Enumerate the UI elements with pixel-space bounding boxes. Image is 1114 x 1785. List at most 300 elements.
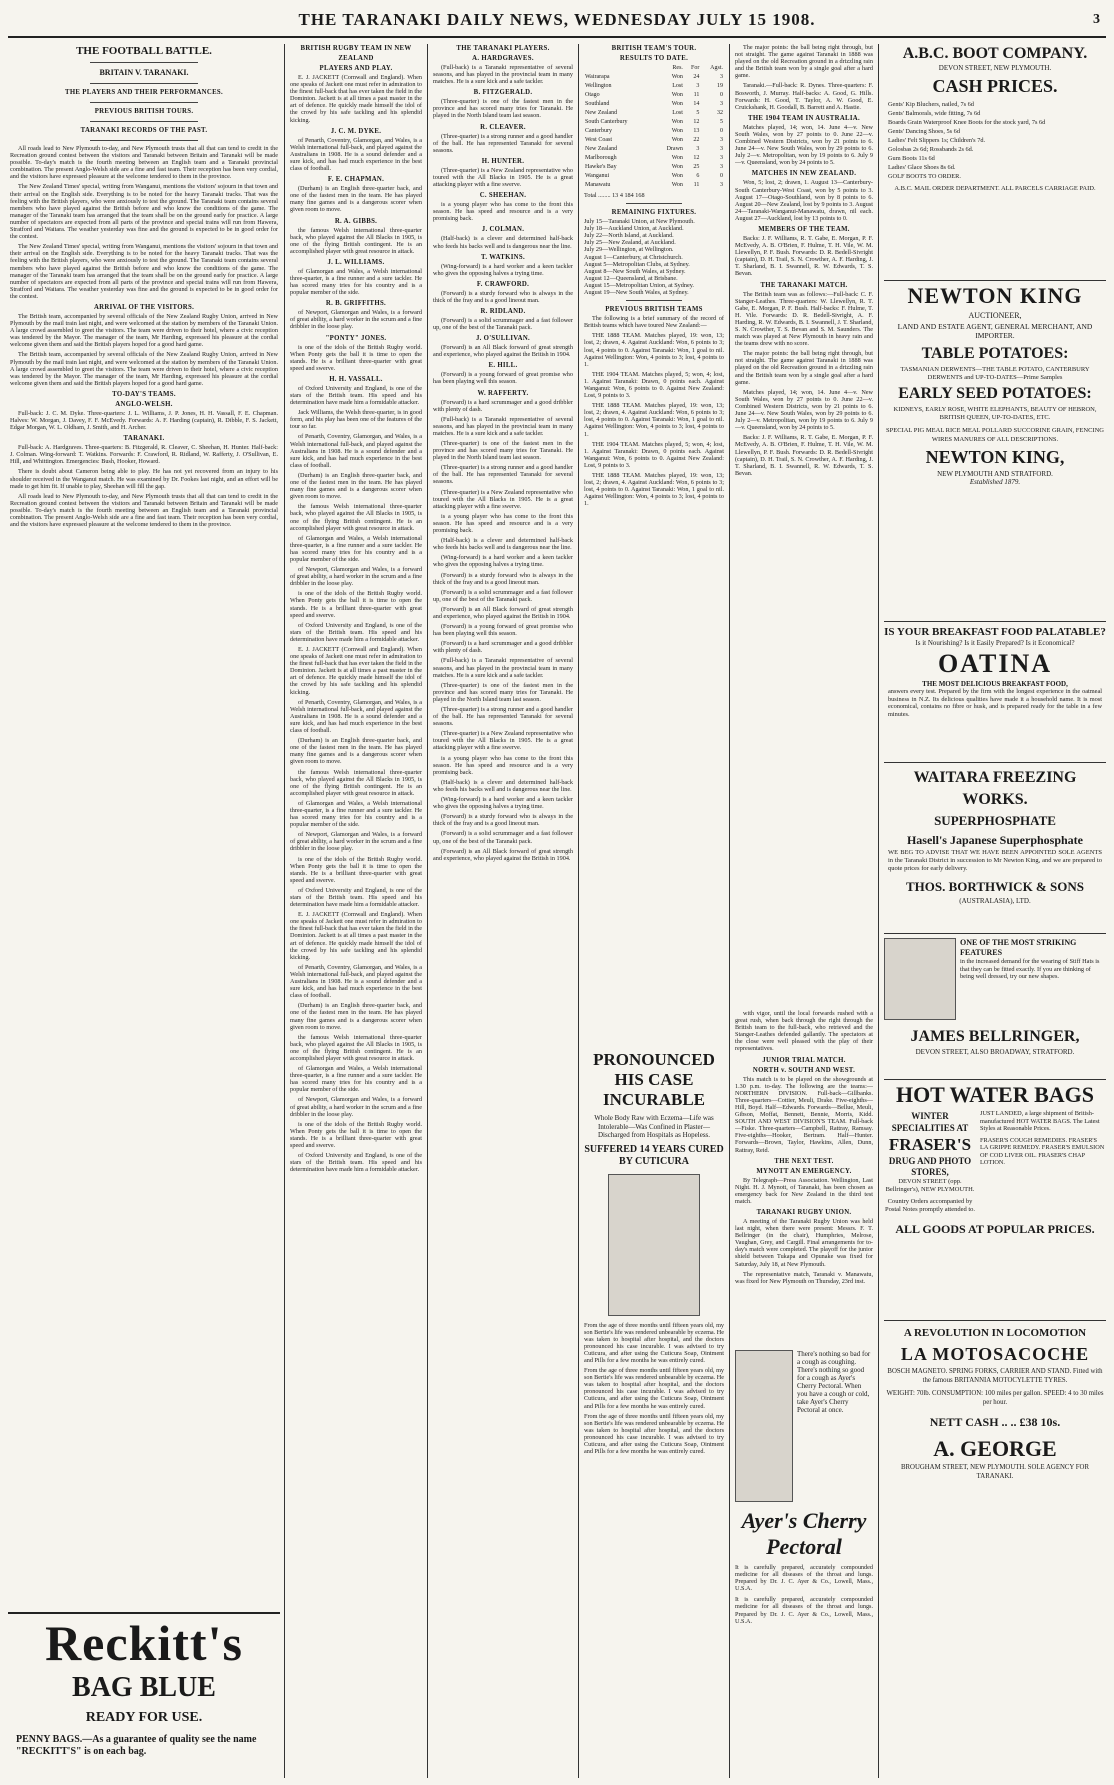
borthwick-title: THOS. BORTHWICK & SONS	[906, 879, 1084, 894]
player-text-repeat: of Newport, Glamorgan and Wales, is a forward of great ability, a hard worker in the scrum and a fine dribbler in the loose play.	[290, 566, 422, 588]
table-cell: Won	[671, 74, 683, 80]
waitara-text: WE BEG TO ADVISE THAT WE HAVE BEEN APPOINTED SOLE AGENTS in the Taranaki District in succession to Mr Newton King, and we are prepared to quote prices for early delivery.	[888, 849, 1102, 872]
player-name: F. E. CHAPMAN.	[327, 176, 385, 184]
superphosphate: SUPERPHOSPHATE	[934, 813, 1056, 828]
newton-king-ad	[884, 281, 1106, 622]
fixtures-heading: REMAINING FIXTURES.	[611, 209, 697, 217]
bellringer-ad	[884, 934, 1106, 1080]
player-text-repeat: (Forward) is a sturdy forward who is always in the thick of the fray and is a good lineout man.	[433, 571, 573, 586]
player-name: "PONTY" JONES.	[325, 334, 387, 342]
table-cell: 25	[693, 164, 700, 170]
table-cell: Hawke's Bay	[585, 164, 617, 170]
fixture-item: July 22—North Island, at Auckland.	[584, 232, 674, 240]
col5-text-repeat: Matches played, 14; won, 14. June 4—v. New South Wales, won by 27 points to 0. June 22—v. Combined Western Districts, won by 21 points to 6. June 24—v. New South Wales, won by 29 points to 6. July 2—v. Metropolitan, won by 19 points to 6. July 9—v. Queensland, won by 24 points to 5.	[735, 388, 873, 432]
seed-list: SPECIAL PIG MEAL RICE MEAL POLLARD SUCCORINE GRAIN, FENCING WIRES MANURES OF ALL DESCRIPTIONS.	[886, 427, 1104, 443]
player-text-repeat: the famous Welsh international three-quarter back, who played against the All Blacks in 1905, is one of the flying British contingent. He is an accomplished player with great resource in attack.	[290, 768, 422, 797]
table-row	[584, 163, 724, 172]
player-text-repeat: of Penarth, Coventry, Glamorgan, and Wales, is a Welsh international full-back, and played against the Australians in 1908. He is a sound defender and a sure kick, and has had much experience in the best class of football.	[290, 963, 422, 1000]
player-text: (Forward) is an All Black forward of great strength and experience, who played against the British in 1904.	[433, 344, 573, 359]
ayers-small-text: It is carefully prepared, accurately compounded medicine for all diseases of the throat and lungs. Prepared by Dr. J. C. Ayer & Co., Lowell, Mass., U.S.A.	[735, 1564, 873, 1593]
player-name: J. L. WILLIAMS.	[327, 258, 385, 266]
masthead-rule	[8, 36, 1106, 38]
next-test-text: By Telegraph—Press Association. Wellington, Last Night. H. J. Mynott, of Taranaki, has been chosen as emergency back for New Zealand in the third test match.	[735, 1176, 873, 1205]
taranaki-players-heading: THE TARANAKI PLAYERS.	[456, 45, 550, 52]
table-cell: Wanganui	[585, 173, 610, 179]
headline-previous-tours: PREVIOUS BRITISH TOURS.	[94, 108, 194, 115]
player-text-repeat: of Glamorgan and Wales, a Welsh international three-quarter, is a fine runner and a sure tackler. He has scored many tries for his country and is a popular member of the side.	[290, 534, 422, 563]
player-text-repeat: is a young player who has come to the front this season. He has speed and resource and is a very promising back.	[433, 754, 573, 776]
oatina-text: answers every test. Prepared by the firm with the longest experience in the oatmeal business in N.Z. Its delicious qualities have made it a household name. It is most economical, contains no fibre or husk, and is prepared ready for the table in a few minutes.	[888, 688, 1102, 718]
table-cell: 5	[720, 119, 723, 125]
table-cell: 3	[720, 101, 723, 107]
fixture-item: August 1—Canterbury, at Christchurch.	[584, 253, 683, 261]
player-text: of Newport, Glamorgan and Wales, is a forward of great ability, a hard worker in the scrum and a fine dribbler in the loose play.	[290, 309, 422, 331]
player-text: (Full-back) is a Taranaki representative of several seasons, and has played in the provincial team in many matches. He is a sure kick and a safe tackler.	[433, 64, 573, 86]
table-cell: 22	[693, 137, 700, 143]
team-1888-repeat: THE 1888 TEAM. Matches played, 19: won, 13; lost, 2; drawn, 4. Against Auckland: Won, 6 points to 3; lost, 4 points to 0. Against Taranaki: Won, 1 goal to nil. Against Wellington: Won, 4 points to 3; lost, 4 points to 1.	[584, 472, 724, 508]
column-rule	[284, 44, 285, 1778]
frasers-hot-water-bags-ad	[884, 1080, 1106, 1321]
team-1904-repeat: THE 1904 TEAM. Matches played, 5; won, 4; lost, 1. Against Taranaki: Drawn, 0 points each. Against Wanganui: Won, 6 points to 0. Against New Zealand: Lost, 9 points to 3.	[584, 440, 724, 469]
table-cell: 12	[693, 119, 700, 125]
table-cell: Marlborough	[585, 155, 617, 161]
price-item: Ladies' Glace Shoes 8s 6d.	[888, 164, 956, 171]
table-cell: South Canterbury	[585, 119, 628, 125]
nk-description: LAND AND ESTATE AGENT, GENERAL MERCHANT, AND IMPORTER.	[897, 322, 1093, 340]
ayers-text: There's nothing so bad for a cough as coughing. There's nothing so good for a cough as Ayer's Cherry Pectoral. When you have a cough or cold, take Ayer's Cherry Pectoral at once.	[797, 1350, 871, 1414]
anglo-welsh-heading: ANGLO-WELSH.	[115, 400, 173, 408]
table-cell: Won	[671, 119, 683, 125]
table-cell: Won	[671, 182, 683, 188]
price-item: GOLF BOOTS TO ORDER.	[888, 173, 961, 180]
ayers-small-text-repeat: It is carefully prepared, accurately compounded medicine for all diseases of the throat and lungs. Prepared by Dr. J. C. Ayer & Co., Lowell, Mass., U.S.A.	[735, 1596, 873, 1625]
player-text-repeat: of Oxford University and England, is one of the stars of the British team. His speed and his determination have made him a formidable attacker.	[290, 886, 422, 909]
player-text-repeat: the famous Welsh international three-quarter back, who played against the All Blacks in 1905, is one of the flying British contingent. He is an accomplished player with great resource in attack.	[290, 503, 422, 532]
table-potatoes: TABLE POTATOES:	[921, 345, 1069, 362]
headline-players: THE PLAYERS AND THEIR PERFORMANCES.	[65, 89, 223, 96]
striking-text: in the increased demand for the wearing of Stiff Hats is that they can be fitted exactly. If you are thinking of being well dressed, try our new shapes.	[960, 958, 1100, 980]
player-name: R. RIDLAND.	[480, 307, 526, 315]
player-text-repeat: of Glamorgan and Wales, a Welsh international three-quarter, is a fine runner and a sure tackler. He has scored many tries for his country and is a popular member of the side.	[290, 1065, 422, 1094]
arrival-heading: ARRIVAL OF THE VISITORS.	[93, 303, 195, 311]
player-text: of Glamorgan and Wales, a Welsh international three-quarter, is a fine runner and a sure tackler. He has scored many tries for his country and is a popular member of the side.	[290, 267, 422, 297]
table-cell: Drawn	[666, 146, 683, 152]
player-text: (Forward) is a sturdy forward who is always in the thick of the fray and is a good lineout man.	[433, 289, 573, 304]
col5-text: Won, 5; lost, 2; drawn, 1. August 13—Canterbury-South Canterbury-West Coast, won by 5 points to 3. August 17—Otago-Southland, won by 8 points to 6. August 20—New Zealand, lost by 9 points to 3. August 24—Taranaki-Wanganui-Manawatu, drawn, nil each. August 27—Auckland, lost by 13 points to 0.	[735, 179, 873, 222]
player-text-repeat: (Forward) is a young forward of great promise who has been playing well this season.	[433, 623, 573, 638]
player-name: C. SHEEHAN.	[479, 192, 527, 200]
col5-text: The major points: the ball being right through, but not straight. The game against Taranaki in 1888 was played on the old Recreation ground in a drizzling rain and the British team won by a single goal after a hard game.	[735, 44, 873, 80]
col-head	[584, 64, 655, 73]
table-cell: Manawatu	[585, 182, 611, 188]
player-text-repeat: is one of the idols of the British Rugby world. When Ponty gets the ball it is time to open the stands. He is a brilliant three-quarter with great speed and swerve.	[290, 590, 422, 619]
column-tail: Jack Williams, the Welsh three-quarter, is in good form, and his play has been one of the features of the tour so far.	[290, 409, 422, 431]
abc-title: A.B.C. BOOT COMPANY.	[902, 45, 1088, 62]
player-name: H. H. VASSALL.	[329, 375, 383, 383]
members-heading: MEMBERS OF THE TEAM.	[758, 225, 850, 233]
col5-text: The British team was as follows:—Full-back: C. F. Stanger-Leathes. Three-quarters: W. Llewellyn, R. T. Gabe, E. Morgan, P. F. Bush. Half-backs: F. Hulme, T. H. Vile. Forwards: D. R. Bedell-Sivright, A. F. Harding, R. W. Edwards, B. I. Swannell, J. T. Sharland, S. N. Crowther, T. S. Bevan and S. M. Saunders. The match was played at New Plymouth in heavy rain and the teams drew with no score.	[735, 290, 873, 348]
results-total: Total ........ 13 4 184 168	[584, 192, 645, 199]
fixture-item: August 5—Metropolitan Clubs, at Sydney.	[584, 260, 690, 268]
table-cell: 11	[693, 92, 700, 98]
page-number: 3	[1093, 12, 1100, 27]
player-text-repeat: of Oxford University and England, is one of the stars of the British team. His speed and his determination have made him a formidable attacker.	[290, 1152, 422, 1174]
fixtures-list	[584, 218, 724, 296]
striking-features: ONE OF THE MOST STRIKING FEATURES	[960, 938, 1077, 957]
player-text-repeat: (Forward) is an All Black forward of great strength and experience, who played against the British in 1904.	[433, 605, 573, 620]
table-row	[584, 181, 724, 190]
table-cell: Won	[671, 92, 683, 98]
table-cell: Wairarapa	[585, 74, 610, 80]
table-cell: Wellington	[585, 83, 612, 89]
column-rule	[578, 44, 579, 1778]
player-name: J. COLMAN.	[481, 226, 525, 234]
british-team-heading: BRITISH RUGBY TEAM IN NEW ZEALAND	[300, 45, 412, 62]
table-cell: 32	[717, 110, 723, 116]
abc-boot-company-ad	[884, 44, 1106, 281]
nett-cash: NETT CASH .. .. £38 10s.	[929, 1415, 1061, 1429]
player-text-repeat: E. J. JACKETT (Cornwall and England). When one speaks of Jackett one must refer in admiration to the finest full-back that has ever taken the field in the Dominion. Jackett is at all times a past master in the art of defence. He quickly made himself the idol of the crowd by his safe tackling and his splendid kicking.	[290, 646, 422, 696]
table-cell: Won	[671, 137, 683, 143]
player-text-repeat: (Wing-forward) is a hard worker and a keen tackler who gives the opposing halves a trying time.	[433, 554, 573, 569]
fixture-item: August 19—New South Wales, at Sydney.	[584, 289, 689, 297]
table-cell: 3	[720, 164, 723, 170]
player-text-repeat: (Forward) is an All Black forward of great strength and experience, who played against the British in 1904.	[433, 847, 573, 862]
next-test-heading: THE NEXT TEST.	[774, 1157, 834, 1165]
table-cell: Otago	[585, 92, 600, 98]
cuticura-text-repeat: From the age of three months until fifteen years old, my son Bertie's life was rendered unbearable by eczema. He was taken to hospital after hospital, and the doctors pronounced his case incurable. I was advised to try Cuticura, and after using the Cuticura Soap, Ointment and Pills for a few months he was entirely cured.	[584, 1412, 724, 1456]
waitara-title: WAITARA FREEZING WORKS.	[913, 769, 1077, 808]
player-text: (Durham) is an English three-quarter back, and one of the fastest men in the team. He has played many fine games and is a dangerous scorer when given room to move.	[290, 185, 422, 214]
teams-heading: TO-DAY'S TEAMS.	[112, 390, 176, 398]
cuticura-sub: Whole Body Raw with Eczema—Life was Intolerable—Was Confined in Plaster—Discharged from Hospitals as Hopeless.	[594, 1114, 714, 1139]
table-cell: 3	[720, 182, 723, 188]
drug-photo-stores: DRUG AND PHOTO STORES,	[888, 1156, 972, 1177]
table-cell: 3	[720, 155, 723, 161]
table-cell: 13	[693, 128, 700, 134]
table-cell: Lost	[672, 83, 683, 89]
player-text: of Penarth, Coventry, Glamorgan, and Wales, is a Welsh international full-back, and played against the Australians in 1908. He is a sound defender and a sure kick, and has had much experience in the best class of football.	[290, 136, 422, 173]
union-text: A meeting of the Taranaki Rugby Union was held last night, when there were present: Messrs. F. T. Bellringer (in the chair), Humphries, Melrose, Vaughan, Grey, and Cargill. Final arrangements for to-day's match were completed. The playoff for the junior shield between Tukapa and Opunake was fixed for Saturday, July 18, at New Plymouth.	[735, 1217, 873, 1268]
next-test-sub: MYNOTT AN EMERGENCY.	[756, 1167, 852, 1175]
hot-water-bags: HOT WATER BAGS	[895, 1082, 1095, 1107]
player-text-repeat: of Newport, Glamorgan and Wales, is a forward of great ability, a hard worker in the scrum and a fine dribbler in the loose play.	[290, 831, 422, 853]
hwb-text: JUST LANDED, a large shipment of British-manufactured HOT WATER BAGS. The Latest Styles at Reasonable Prices.	[980, 1110, 1100, 1132]
player-text-repeat: (Forward) is a hard scrummager and a good dribbler with plenty of dash.	[433, 640, 573, 655]
col5-text-repeat: The major points: the ball being right through, but not straight. The game against Taranaki in 1888 was played on the old Recreation ground in a drizzling rain and the British team won by a single goal after a hard game.	[735, 350, 873, 386]
player-name: E. HILL.	[488, 362, 518, 370]
oatina-ad	[884, 622, 1106, 763]
price-item: Gents' Kip Bluchers, nailed, 7s 6d	[888, 101, 974, 108]
table-cell: Won	[671, 164, 683, 170]
newton-king-title-2: NEWTON KING,	[925, 447, 1065, 467]
fixture-item: July 18—Auckland Union, at Auckland.	[584, 225, 684, 233]
results-heading: RESULTS TO DATE.	[619, 55, 689, 62]
oatina-questions: Is it Nourishing? Is it Easily Prepared? Is it Economical?	[915, 639, 1075, 647]
table-row	[584, 118, 724, 127]
reckitts-wordmark: Reckitt's	[45, 1615, 243, 1671]
table-cell: 11	[693, 182, 700, 188]
abc-address: DEVON STREET, NEW PLYMOUTH.	[938, 64, 1052, 72]
table-cell: 3	[696, 83, 700, 89]
penny-bags-text: PENNY BAGS.—As a guarantee of quality see the name "RECKITT'S" is on each bag.	[16, 1734, 257, 1757]
union-heading: TARANAKI RUGBY UNION.	[756, 1208, 852, 1216]
seed-varieties: KIDNEYS, EARLY ROSE, WHITE ELEPHANTS, BEAUTY OF HEBRON, BRITISH QUEEN, UP-TO-DATES, ETC.	[893, 406, 1097, 421]
table-cell: Canterbury	[585, 128, 612, 134]
column-taranaki-players	[433, 44, 573, 1776]
player-text-repeat: the famous Welsh international three-quarter back, who played against the All Blacks in 1905, is one of the flying British contingent. He is an accomplished player with great resource in attack.	[290, 1033, 422, 1062]
ayers-cherry-pectoral-ad	[735, 1350, 873, 1778]
fixture-item: August 8—New South Wales, at Sydney.	[584, 267, 686, 275]
table-cell: 3	[720, 146, 723, 152]
table-row	[584, 127, 724, 136]
player-text: (Forward) is a hard scrummager and a good dribbler with plenty of dash.	[433, 398, 573, 413]
ayers-wordmark: Ayer's Cherry Pectoral	[741, 1508, 867, 1559]
player-text-repeat: (Forward) is a solid scrummager and a fast follower up, one of the best of the Taranaki pack.	[433, 830, 573, 845]
jackett-text: E. J. JACKETT (Cornwall and England). When one speaks of Jackett one must refer in admiration to the finest full-back that has ever taken the field in the Dominion. Jackett is at all times a past master in the art of defence. He quickly made himself the idol of the crowd by his safe tackling and his splendid kicking.	[290, 74, 422, 124]
table-cell: 0	[720, 128, 723, 134]
player-text-repeat: (Three-quarter) is a strong runner and a good handler of the ball. He has represented Taranaki for several seasons.	[433, 706, 573, 728]
auctioneer: AUCTIONEER,	[968, 311, 1022, 320]
rep-match-text: The representative match, Taranaki v. Manawatu, was fixed for New Plymouth on Thursday, 23rd inst.	[735, 1270, 873, 1285]
article-body-repeat: The New Zealand Times' special, writing from Wanganui, mentions the visitors' sojourn in that town and their arrival on the English side. Everything is to be noted for the heavy Taranaki tracks. That was the feeling with the British players, who were anxiously to test the ground. The Taranaki team contains several members who have played against the British before and who know the conditions of the game. The manager of the Taranaki team has arranged that the team shall be on the ground early for practice. A large number of spectators are expected from all parts of the province and special trains will run from Hawera, Stratford and Waitara. The weather yesterday was fine and the ground is expected to be in good order for the contest.	[10, 243, 278, 300]
masthead	[0, 0, 1114, 40]
table-cell: 0	[720, 173, 723, 179]
column-rule	[878, 44, 879, 1778]
table-cell: West Coast	[585, 137, 613, 143]
popular-prices: ALL GOODS AT POPULAR PRICES.	[895, 1222, 1095, 1236]
table-cell: 12	[693, 155, 700, 161]
table-potatoes-text: TASMANIAN DERWENTS—THE TABLE POTATO, CANTERBURY DERWENTS and UP-TO-DATES—Prime Samples	[900, 366, 1090, 381]
player-text-repeat: is a young player who has come to the front this season. He has speed and resource and is a very promising back.	[433, 512, 573, 535]
frasers-name: FRASER'S	[888, 1135, 972, 1154]
team-1904: THE 1904 TEAM. Matches played, 5; won, 4; lost, 1. Against Taranaki: Drawn, 0 points each. Against Wanganui: Won, 6 points to 0. Against New Zealand: Lost, 9 points to 3.	[584, 370, 724, 400]
abc-mail-order: A.B.C. MAIL ORDER DEPARTMENT. ALL PARCELS CARRIAGE PAID.	[894, 185, 1096, 192]
player-name: H. HUNTER.	[481, 157, 525, 165]
player-text-repeat: (Forward) is a solid scrummager and a fast follower up, one of the best of the Taranaki pack.	[433, 588, 573, 603]
player-text-repeat: of Oxford University and England, is one of the stars of the British team. His speed and his determination have made him a formidable attacker.	[290, 621, 422, 643]
motosacoche-title: LA MOTOSACOCHE	[900, 1344, 1090, 1364]
table-row	[584, 136, 724, 145]
player-text-repeat: (Durham) is an English three-quarter back, and one of the fastest men in the team. He has played many fine games and is a dangerous scorer when given room to move.	[290, 737, 422, 766]
table-cell: 3	[720, 74, 723, 80]
bellringer-address: DEVON STREET, ALSO BROADWAY, STRATFORD.	[915, 1048, 1075, 1056]
col6-text: with vigor, until the local forwards rushed with a great rush, when back through the right through the British team to the full-back, who retrieved and the Stanger-Leathes defended gallantly. The spectators at the close were well pleased with the play of their representatives.	[735, 1010, 873, 1053]
col-head: Agst.	[710, 65, 723, 71]
player-text: (Three-quarter) is a New Zealand representative who toured with the All Blacks in 1905. He is a great attacking player with a fine swerve.	[433, 166, 573, 189]
column-british-players	[290, 44, 422, 1776]
article-tail: There is doubt about Cameron being able to play. He has not yet recovered from an injury to his shoulder received in the Wanganui match. He was examined by Dr. Fookes last night, and an effort will be made to get him fit. If unable to play, Sheehan will fill the gap.	[10, 468, 278, 490]
table-cell: Lost	[672, 110, 683, 116]
frasers-list: FRASER'S COUGH REMEDIES. FRASER'S LA GRIPPE REMEDY. FRASER'S EMULSION OF COD LIVER OIL. FRASER'S CHAP LOTION.	[980, 1136, 1105, 1166]
borthwick-sub: (AUSTRALASIA), LTD.	[959, 897, 1031, 905]
price-item: Gum Boots 11s 6d	[888, 155, 935, 162]
tour-heading: BRITISH TEAM'S TOUR.	[611, 45, 697, 52]
table-row	[584, 145, 724, 154]
player-text-repeat: (Durham) is an English three-quarter back, and one of the fastest men in the team. He has played many fine games and is a dangerous scorer when given room to move.	[290, 1002, 422, 1031]
previous-teams-text: The following is a brief summary of the record of British teams which have toured New Zealand:—	[584, 315, 724, 330]
player-text-repeat: E. J. JACKETT (Cornwall and England). When one speaks of Jackett one must refer in admiration to the finest full-back that has ever taken the field in the Dominion. Jackett is at all times a past master in the art of defence. He quickly made himself the idol of the crowd by his safe tackling and his splendid kicking.	[290, 911, 422, 961]
player-name: B. FITZGERALD.	[473, 89, 533, 97]
player-name: J. C. M. DYKE.	[330, 127, 382, 135]
junior-sub: NORTH v. SOUTH AND WEST.	[752, 1066, 856, 1074]
players-and-play: PLAYERS AND PLAY.	[319, 65, 393, 72]
table-cell: 14	[693, 101, 700, 107]
player-text: (Forward) is a solid scrummager and a fast follower up, one of the best of the Taranaki pack.	[433, 316, 573, 332]
player-name: R. A. GIBBS.	[334, 217, 378, 225]
george-name: A. GEORGE	[933, 1436, 1057, 1461]
table-cell: 6	[696, 173, 700, 179]
col-head: Res.	[672, 65, 683, 71]
player-text: the famous Welsh international three-quarter back, who played against the All Blacks in 1905, is one of the flying British contingent. He is an accomplished player with great resource in attack.	[290, 226, 422, 255]
table-cell: 0	[720, 92, 723, 98]
waitara-freezing-works-ad	[884, 763, 1106, 934]
article-intro: All roads lead to New Plymouth to-day, and New Plymouth trusts that all that can tend to credit in the Recreation ground contest between the visitors and Taranaki between Britain and Taranaki will be made possible. To-day's match is the fourth meeting between an English team and a Taranaki provincial combination. The present Anglo-Welsh side are a fine and fast team. Their reception has been very cordial, and the visitors have expressed pleasure at the welcome tendered to them in the province.	[10, 145, 278, 181]
player-text-repeat: (Durham) is an English three-quarter back, and one of the fastest men in the team. He has played many fine games and is a dangerous scorer when given room to move.	[290, 471, 422, 501]
junior-text: This match is to be played on the showgrounds at 1.30 p.m. to-day. The following are the teams:— NORTHERN DIVISION. Full-back—Gillbanks. Three-quarters—Cottier, Meuli, Drake. Five-eighths—Hill, Boyd. Half—Edwards. Forwards—Bellue, Meuli, Gibson, Moffat, Bennett, Bennie, Morris, Kidd. SOUTH AND WEST DIVISION'S TEAM. Full-back—Fiske. Three-quarters—Campbell, Rattray, Ramsay. Five-eighths—Hooker, Bertram. Half—Hunter. Forwards—Brown, Taylor, Hawkins, Allen, Dunn, Rattray, Reid.	[735, 1075, 873, 1154]
player-text: is a young player who has come to the front this season. He has speed and resource and is a very promising back.	[433, 201, 573, 223]
cuticura-text: From the age of three months until fifteen years old, my son Bertie's life was rendered unbearable by eczema. He was taken to hospital after hospital, and the doctors pronounced his case incurable. I was advised to try Cuticura, and after using the Cuticura Soap, Ointment and Pills for a few months he was entirely cured.	[584, 1321, 724, 1364]
table-cell: New Zealand	[585, 110, 618, 116]
cash-prices: CASH PRICES.	[932, 76, 1058, 96]
player-text: (Forward) is a young forward of great promise who has been playing well this season.	[433, 371, 573, 386]
headline-football-battle: THE FOOTBALL BATTLE.	[76, 45, 212, 57]
player-name: J. O'SULLIVAN.	[475, 335, 531, 343]
table-row	[584, 100, 724, 109]
player-name: T. WATKINS.	[481, 253, 525, 261]
player-text-repeat: is one of the idols of the British Rugby world. When Ponty gets the ball it is time to open the stands. He is a brilliant three-quarter with great speed and swerve.	[290, 1120, 422, 1149]
nz-matches-heading: MATCHES IN NEW ZEALAND.	[751, 170, 857, 178]
table-cell: Won	[671, 173, 683, 179]
ready-for-use: READY FOR USE.	[85, 1710, 203, 1725]
column-tour-results	[584, 44, 724, 1044]
article-tail-repeat: All roads lead to New Plymouth to-day, and New Plymouth trusts that all that can tend to credit in the Recreation ground contest between the visitors and Taranaki between Britain and Taranaki will be made possible. To-day's match is the fourth meeting between an English team and a Taranaki provincial combination. The present Anglo-Welsh side are a fine and fast team. Their reception has been very cordial, and the visitors have expressed pleasure at the welcome tendered to them in the province.	[10, 492, 278, 529]
player-name: R. CLEAVER.	[480, 123, 526, 131]
table-row	[584, 154, 724, 163]
player-name: W. RAFFERTY.	[477, 389, 529, 397]
fixture-item: August 15—Metropolitan Union, at Sydney.	[584, 281, 694, 289]
player-text-repeat: (Three-quarter) is a New Zealand representative who toured with the All Blacks in 1905. He is a great attacking player with a fine swerve.	[433, 730, 573, 752]
player-text: (Wing-forward) is a hard worker and a keen tackler who gives the opposing halves a trying time.	[433, 262, 573, 277]
player-name: F. CRAWFORD.	[476, 280, 530, 288]
george-address: BROUGHAM STREET, NEW PLYMOUTH. SOLE AGENCY FOR TARANAKI.	[900, 1464, 1089, 1480]
player-text: (Half-back) is a clever and determined half-back who feeds his backs well and is dangerous near the line.	[433, 235, 573, 250]
team-1888: THE 1888 TEAM. Matches played, 19: won, 13; lost, 2; drawn, 4. Against Auckland: Won, 6 points to 3; lost, 4 points to 0. Against Taranaki: Won, 1 goal to nil. Against Wellington: Won, 4 points to 3; lost, 4 points to 1.	[584, 332, 724, 368]
headline-records: TARANAKI RECORDS OF THE PAST.	[80, 127, 208, 134]
team-1888-repeat: THE 1888 TEAM. Matches played, 19: won, 13; lost, 2; drawn, 4. Against Auckland: Won, 6 points to 3; lost, 4 points to 0. Against Taranaki: Won, 1 goal to nil. Against Wellington: Won, 4 points to 3; lost, 4 points to 1.	[584, 402, 724, 438]
player-text: (Three-quarter) is a strong runner and a good handler of the ball. He has represented Taranaki for several seasons.	[433, 132, 573, 154]
player-text-repeat: (Three-quarter) is one of the fastest men in the province and has scored many tries for Taranaki. He played in the North Island team last season.	[433, 681, 573, 703]
player-text-repeat: of Penarth, Coventry, Glamorgan, and Wales, is a Welsh international full-back, and played against the Australians in 1908. He is a sound defender and a sure kick, and has had much experience in the best class of football.	[290, 698, 422, 735]
price-item: Boards Grain Waterproof Knee Boots for the stock yard, 7s 6d	[888, 119, 1046, 126]
col5-text-repeat: Backs: J. F. Williams, R. T. Gabe, E. Morgan, P. F. McEvedy, A. B. O'Brien, F. Hulme, T. H. Vile, W. M. Llewellyn, P. F. Bush. Forwards: D. R. Bedell-Sivright (captain), D. H. Trail, S. N. Crowther, A. F. Harding, J. T. Sharland, B. I. Swannell, R. W. Edwards, T. S. Bevan.	[735, 434, 873, 477]
price-item: Gents' Dancing Shoes, 5s 6d	[888, 128, 960, 135]
arrival-text-repeat: The British team, accompanied by several officials of the New Zealand Rugby Union, arrived in New Plymouth by the mail train last night, and were welcomed at the station by members of the Taranaki Union. A large crowd assembled to greet the visitors. The team were driven to their hotel, where a civic reception was tendered by the Mayor. The manager of the team, Mr Harding, expressed his pleasure at the cordial welcome given them and said the British players hoped for a good hard game.	[10, 351, 278, 387]
table-row	[584, 73, 724, 82]
column-junior-match	[735, 1010, 873, 1340]
fixture-item: August 12—Queensland, at Brisbane.	[584, 274, 678, 282]
reckitts-bag-blue-ad	[8, 1612, 280, 1778]
col5-text: Backs: J. F. Williams, R. T. Gabe, E. Morgan, P. F. McEvedy, A. B. O'Brien, F. Hulme, T. H. Vile, W. M. Llewellyn, P. F. Bush. Forwards: D. R. Bedell-Sivright (captain), D. H. Trail, S. N. Crowther, A. F. Harding, J. T. Sharland, B. I. Swannell, R. W. Edwards, T. S. Bevan.	[735, 234, 873, 278]
col5-text: Taranaki.—Full-back: R. Dynes. Three-quarters: F. Bosworth, J. Murray. Half-backs: A. Good, G. Hills. Forwards: H. Good, T. Taylor, A. W. Good, E. Cruickshank, H. Goodall, B. Barrett and A. Hastie.	[735, 82, 873, 111]
column-football	[10, 44, 278, 1608]
player-text-repeat: of Newport, Glamorgan and Wales, is a forward of great ability, a hard worker in the scrum and a fine dribbler in the loose play.	[290, 1096, 422, 1118]
table-cell: 3	[720, 137, 723, 143]
cuticura-headline-2: SUFFERED 14 YEARS CURED BY CUTICURA	[584, 1143, 724, 1167]
table-cell: Southland	[585, 101, 610, 107]
price-item: Gents' Balmorals, wide fitting, 7s 6d	[888, 110, 981, 117]
masthead-title: THE TARANAKI DAILY NEWS, WEDNESDAY JULY 15 1908.	[298, 10, 816, 29]
column-rule	[729, 44, 730, 1778]
player-text-repeat: (Three-quarter) is a strong runner and a good handler of the ball. He has represented Taranaki for several seasons.	[433, 464, 573, 486]
table-cell: 19	[717, 83, 723, 89]
player-name: R. B. GRIFFITHS.	[325, 300, 387, 308]
results-table	[584, 64, 724, 190]
taranaki-match-heading: THE TARANAKI MATCH.	[760, 281, 848, 289]
motosacoche-ad	[884, 1321, 1106, 1581]
column-rule	[427, 44, 428, 1778]
player-text-repeat: of Penarth, Coventry, Glamorgan, and Wales, is a Welsh international full-back, and played against the Australians in 1908. He is a sound defender and a sure kick, and has had much experience in the best class of football.	[290, 433, 422, 469]
table-row	[584, 172, 724, 181]
player-text-repeat: (Three-quarter) is one of the fastest men in the province and has scored many tries for Taranaki. He played in the North Island team last season.	[433, 440, 573, 462]
bag-blue-title: BAG BLUE	[72, 1672, 216, 1703]
results-header-row	[584, 64, 724, 73]
col-head: For	[691, 65, 700, 71]
cuticura-headline: PRONOUNCED HIS CASE INCURABLE	[593, 1050, 715, 1109]
player-text: (Three-quarter) is one of the fastest men in the province and has scored many tries for Taranaki. He played in the North Island team last season.	[433, 98, 573, 120]
country-orders: Country Orders accompanied by Postal Notes promptly attended to.	[884, 1198, 976, 1213]
anglo-welsh-team: Full-back: J. C. M. Dyke. Three-quarters: J. L. Williams, J. P. Jones, H. H. Vassall, F. E. Chapman. Halves: W. Morgan, J. Davey, F. F. McEvedy. Forwards: A. F. Harding (captain), R. Dibble, F. S. Jackett, Edgar Morgan, W. L. Oldham, J. Smith, and H. Archer.	[10, 409, 278, 432]
col5-text: Matches played, 14; won, 14. June 4—v. New South Wales, won by 27 points to 0. June 22—v. Combined Western Districts, won by 21 points to 6. June 24—v. New South Wales, won by 29 points to 6. July 2—v. Metropolitan, won by 19 points to 6. July 9—v. Queensland, won by 24 points to 5.	[735, 123, 873, 167]
arrival-text: The British team, accompanied by several officials of the New Zealand Rugby Union, arrived in New Plymouth by the mail train last night, and were welcomed at the station by members of the Taranaki Union. A large crowd assembled to greet the visitors. The team were driven to their hotel, where a civic reception was tendered by the Mayor. The manager of the team, Mr Harding, expressed his pleasure at the cordial welcome given them and said the British players hoped for a good hard game.	[10, 312, 278, 349]
table-cell: 5	[696, 110, 700, 116]
man-in-hat-illustration	[884, 938, 956, 1020]
player-text-repeat: is one of the idols of the British Rugby world. When Ponty gets the ball it is time to open the stands. He is a brilliant three-quarter with great speed and swerve.	[290, 855, 422, 884]
player-text: of Oxford University and England, is one of the stars of the British team. His speed and his determination have made him a formidable attacker.	[290, 384, 422, 407]
nk-established: Established 1879.	[969, 478, 1021, 486]
newton-king-title: NEWTON KING	[907, 283, 1083, 308]
moto-weight: WEIGHT: 70lb. CONSUMPTION: 100 miles per gallon. SPEED: 4 to 30 miles per hour.	[886, 1390, 1104, 1406]
taranaki-heading: TARANAKI.	[123, 435, 165, 443]
table-cell: Won	[671, 128, 683, 134]
player-text-repeat: (Full-back) is a Taranaki representative of several seasons, and has played in the provincial team in many matches. He is a sure kick and a safe tackler.	[433, 415, 573, 437]
cuticura-text-repeat: From the age of three months until fifteen years old, my son Bertie's life was rendered unbearable by eczema. He was taken to hospital after hospital, and the doctors pronounced his case incurable. I was advised to try Cuticura, and after using the Cuticura Soap, Ointment and Pills for a few months he was entirely cured.	[584, 1367, 724, 1410]
australia-heading: THE 1904 TEAM IN AUSTRALIA.	[747, 114, 861, 122]
fixture-item: July 15—Taranaki Union, at New Plymouth.	[584, 218, 695, 226]
table-cell: 3	[696, 146, 700, 152]
oatina-wordmark: OATINA	[937, 649, 1053, 678]
junior-heading: JUNIOR TRIAL MATCH.	[762, 1056, 846, 1064]
bellringer-name: JAMES BELLRINGER,	[910, 1028, 1080, 1045]
player-text-repeat: (Wing-forward) is a hard worker and a keen tackler who gives the opposing halves a trying time.	[433, 796, 573, 811]
headline-britain-v-taranaki: BRITAIN V. TARANAKI.	[99, 68, 189, 77]
bottle-illustration	[735, 1350, 793, 1502]
early-seed-potatoes: EARLY SEED POTATOES:	[898, 385, 1092, 402]
winter-specialities: WINTER SPECIALITIES AT	[891, 1111, 969, 1133]
taranaki-team: Full-back: A. Hardgraves. Three-quarters: B. Fitzgerald, R. Cleaver, C. Sheehan, H. Hunter. Half-back: J. Colman. Wing-forward: T. Watkins. Forwards: F. Crawford, R. Ridland, W. Rafferty, J. O'Sullivan, E. Hill, and Whittington. Emergencies: Bush, Hooker, Howard.	[10, 444, 278, 466]
player-text-repeat: (Half-back) is a clever and determined half-back who feeds his backs well and is dangerous near the line.	[433, 537, 573, 552]
revolution-heading: A REVOLUTION IN LOCOMOTION	[903, 1327, 1087, 1339]
portrait-illustration	[608, 1174, 700, 1316]
cuticura-ad	[584, 1050, 724, 1778]
player-text-repeat: (Three-quarter) is a New Zealand representative who toured with the All Blacks in 1905. He is a great attacking player with a fine swerve.	[433, 488, 573, 510]
results-body	[584, 73, 724, 190]
price-item: Ladies' Felt Slippers 1s; Children's 7d.	[888, 137, 986, 144]
oatina-question: IS YOUR BREAKFAST FOOD PALATABLE?	[884, 626, 1106, 638]
player-text: is one of the idols of the British Rugby world. When Ponty gets the ball it is time to open the stands. He is a brilliant three-quarter with great speed and swerve.	[290, 343, 422, 372]
fixture-item: July 25—New Zealand, at Auckland.	[584, 239, 676, 247]
price-item: Golosbas 2s 6d; Rossbands 2s 6d.	[888, 146, 974, 153]
